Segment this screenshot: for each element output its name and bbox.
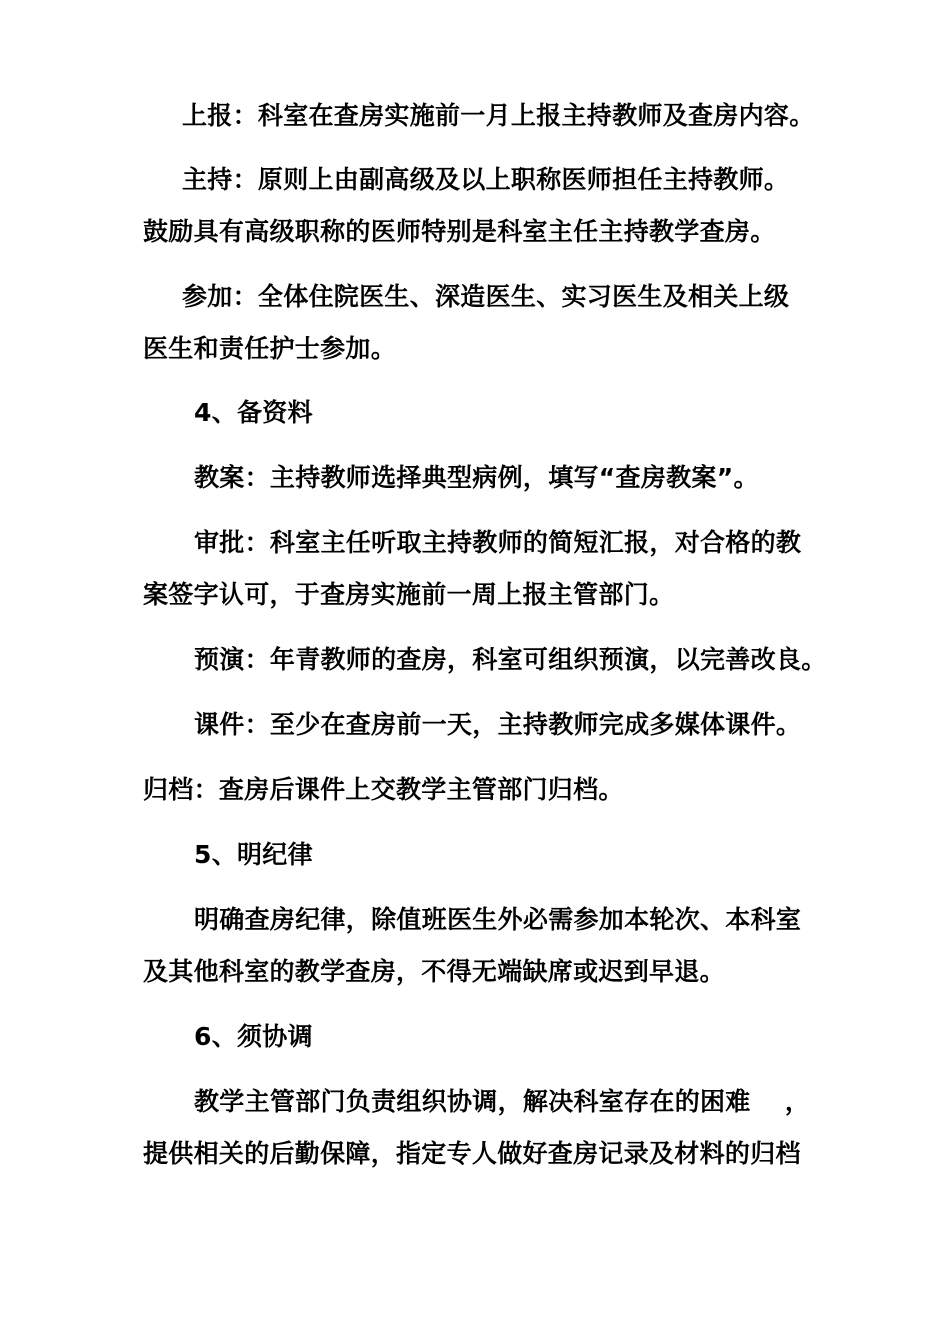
text-line-approval: 审批：科室主任听取主持教师的简短汇报，对合格的教 [194, 528, 802, 557]
text-line-discipline: 明确查房纪律，除值班医生外必需参加本轮次、本科室 [194, 905, 802, 934]
text-line-coordination: 教学主管部门负责组织协调，解决科室存在的困难 ， [194, 1087, 811, 1116]
text-line-discipline-cont: 及其他科室的教学查房，不得无端缺席或迟到早退。 [143, 957, 725, 986]
text-line-participate: 参加：全体住院医生、深造医生、实习医生及相关上级 [182, 282, 790, 311]
section-heading-coordination: 6、须协调 [194, 1022, 313, 1051]
section-heading-discipline: 5、明纪律 [194, 840, 313, 869]
text-line-host-cont: 鼓励具有高级职称的医师特别是科室主任主持教学查房。 [143, 217, 776, 246]
text-line-lesson-plan: 教案：主持教师选择典型病例，填写“查房教案”。 [194, 463, 759, 492]
text-line-approval-cont: 案签字认可，于查房实施前一周上报主管部门。 [143, 580, 675, 609]
text-line-courseware: 课件：至少在查房前一天，主持教师完成多媒体课件。 [194, 710, 802, 739]
text-line-rehearsal: 预演：年青教师的查房，科室可组织预演，以完善改良。 [194, 645, 827, 674]
text-line-coordination-cont: 提供相关的后勤保障，指定专人做好查房记录及材料的归档 [143, 1139, 801, 1168]
text-line-host: 主持：原则上由副高级及以上职称医师担任主持教师。 [182, 165, 790, 194]
text-line-report: 上报：科室在查房实施前一月上报主持教师及查房内容。 [182, 101, 815, 130]
text-line-archive: 归档：查房后课件上交教学主管部门归档。 [143, 775, 624, 804]
section-heading-materials: 4、备资料 [194, 398, 313, 427]
text-line-participate-cont: 医生和责任护士参加。 [143, 334, 397, 363]
